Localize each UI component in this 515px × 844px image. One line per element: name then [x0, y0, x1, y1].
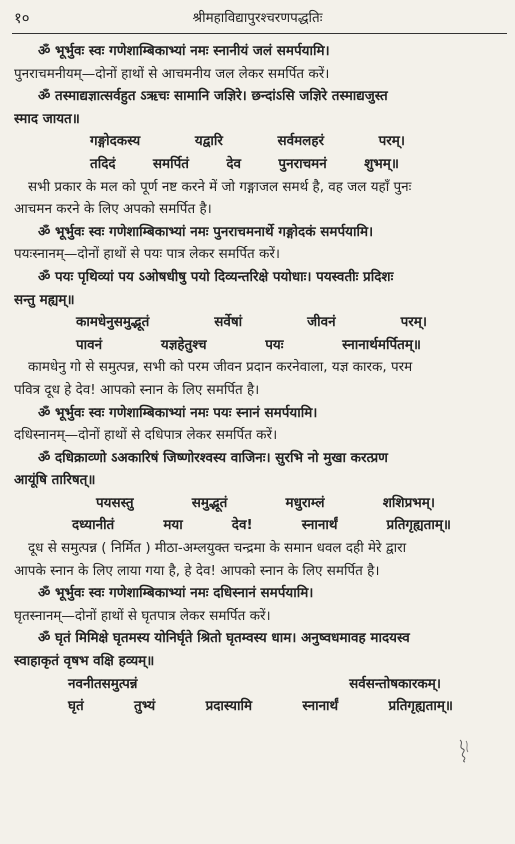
running-title: श्रीमहाविद्यापुरश्चरणपद्धतिः — [192, 10, 323, 26]
verse-word: प्रतिगृह्यताम्॥ — [386, 517, 451, 534]
verse-word: मया — [163, 517, 183, 534]
header-rule — [12, 33, 507, 34]
verse-line — [14, 155, 507, 174]
instruction-line: दधिस्नानम्—दोनों हाथों से दधिपात्र लेकर समर्पित करें। — [14, 427, 278, 444]
verse-word: शुभम्॥ — [364, 155, 399, 172]
verse-word: जीवनं — [307, 314, 336, 331]
page-header — [0, 6, 515, 32]
mantra-line: ॐ भूर्भुवः स्वः गणेशाम्बिकाभ्यां नमः दधिस्नानं समर्पयामि। — [38, 585, 314, 602]
instruction-line: घृतस्नानम्—दोनों हाथों से घृतपात्र लेकर समर्पित करें। — [14, 607, 271, 624]
translation-line: आपके स्नान के लिए लाया गया है, हे देव! आपको स्नान के लिए समर्पित है। — [14, 562, 380, 579]
verse-word: परम्। — [378, 133, 405, 150]
mantra-line: ॐ भूर्भुवः स्वः गणेशाम्बिकाभ्यां नमः पयः स्नानं समर्पयामि। — [38, 404, 318, 421]
verse-line — [14, 132, 507, 151]
verse-word: पयसस्तु — [96, 494, 134, 511]
verse-word: सर्वेषां — [214, 314, 243, 331]
mantra-line: ॐ घृतं मिमिक्षे घृतमस्य योनिर्घृते श्रितो घृतम्वस्य धाम। अनुष्वधमावह मादयस्व — [38, 630, 410, 647]
verse-word: प्रतिगृह्यताम्॥ — [388, 698, 453, 715]
mantra-line: ॐ तस्माद्यज्ञात्सर्वहुत ऽऋचः सामानि जज्ञिरे। छन्दांऽसि जज्ञिरे तस्माद्यजुस्त — [38, 88, 388, 105]
mantra-line: ॐ भूर्भुवः स्वः गणेशाम्बिकाभ्यां नमः स्नानीयं जलं समर्पयामि। — [38, 43, 330, 59]
verse-word: समर्पितं — [152, 155, 189, 172]
page-body — [14, 42, 507, 720]
verse-word: सर्वसन्तोषकारकम्। — [349, 675, 441, 692]
verse-line — [14, 697, 507, 716]
translation-line: कामधेनु गो से समुत्पन्न, सभी को परम जीवन प्रदान करनेवाला, यज्ञ कारक, परम — [28, 359, 413, 376]
mantra-line: ॐ भूर्भुवः स्वः गणेशाम्बिकाभ्यां नमः पुनराचमनार्थे गङ्गोदकं समर्पयामि। — [38, 223, 374, 240]
mantra-line: ॐ दधिक्राव्णो ऽअकारिषं जिष्णोरश्वस्य वाजिनः। सुरभि नो मुखा करत्प्रण — [38, 449, 388, 466]
handwritten-mark — [455, 737, 473, 763]
mantra-line: स्वाहाकृतं वृषभ वक्षि हव्यम्॥ — [14, 653, 155, 670]
mantra-line: आयूंषि तारिषत्॥ — [14, 472, 96, 489]
verse-line — [14, 494, 507, 513]
verse-word: कामधेनुसमुद्भूतं — [76, 314, 150, 331]
translation-line: आचमन करने के लिए अपको समर्पित है। — [14, 201, 212, 218]
translation-line: सभी प्रकार के मल को पूर्ण नष्ट करने में जो गङ्गाजल समर्थ है, वह जल यहाँ पुनः — [28, 178, 412, 195]
verse-word: स्नानार्थं — [301, 517, 338, 534]
verse-word: मधुराम्लं — [285, 494, 325, 511]
verse-word: देव — [226, 155, 242, 172]
verse-word: तदिदं — [90, 155, 116, 172]
mantra-line: स्माद जायत॥ — [14, 110, 80, 127]
verse-line — [14, 313, 507, 332]
verse-word: घृतं — [68, 698, 84, 715]
verse-word: स्नानार्थमर्पितम्॥ — [342, 336, 421, 353]
verse-word: पयः — [265, 336, 284, 353]
verse-line — [14, 516, 507, 535]
translation-line: दूध से समुत्पन्न ( निर्मित ) मीठा-अम्लयुक्त चन्द्रमा के समान धवल दही मेरे द्वारा — [28, 540, 407, 557]
verse-line — [14, 675, 507, 694]
verse-word: परम्। — [400, 314, 427, 331]
verse-word: शशिप्रभम्। — [382, 494, 435, 511]
verse-word: सर्वमलहरं — [277, 133, 325, 150]
mantra-line: सन्तु मह्यम्॥ — [14, 291, 75, 308]
verse-word: नवनीतसमुत्पन्नं — [68, 675, 138, 692]
verse-word: प्रदास्यामि — [205, 698, 253, 715]
verse-word: तुभ्यं — [134, 698, 156, 715]
mantra-line: ॐ पयः पृथिव्यां पय ऽओषधीषु पयो दिव्यन्तरिक्षे पयोधाः। पयस्वतीः प्रदिशः — [38, 268, 394, 285]
verse-word: दध्यानीतं — [72, 517, 115, 534]
verse-word: समुद्भूतं — [191, 494, 228, 511]
verse-word: यज्ञहेतुश्च — [160, 336, 207, 353]
instruction-line: पुनराचमनीयम्—दोनों हाथों से आचमनीय जल लेकर समर्पित करें। — [14, 65, 330, 82]
verse-word: पुनराचमनं — [278, 155, 327, 172]
verse-line — [14, 336, 507, 355]
verse-word: गङ्गोदकस्य — [90, 133, 141, 150]
verse-word: देव! — [231, 517, 253, 534]
verse-word: पावनं — [76, 336, 103, 353]
page-number: १० — [14, 9, 30, 27]
verse-word: स्नानार्थं — [302, 698, 339, 715]
translation-line: पवित्र दूध हे देव! आपको स्नान के लिए समर्पित है। — [14, 381, 260, 398]
instruction-line: पयःस्नानम्—दोनों हाथों से पयः पात्र लेकर समर्पित करें। — [14, 246, 280, 263]
verse-word: यद्वारि — [194, 133, 223, 150]
